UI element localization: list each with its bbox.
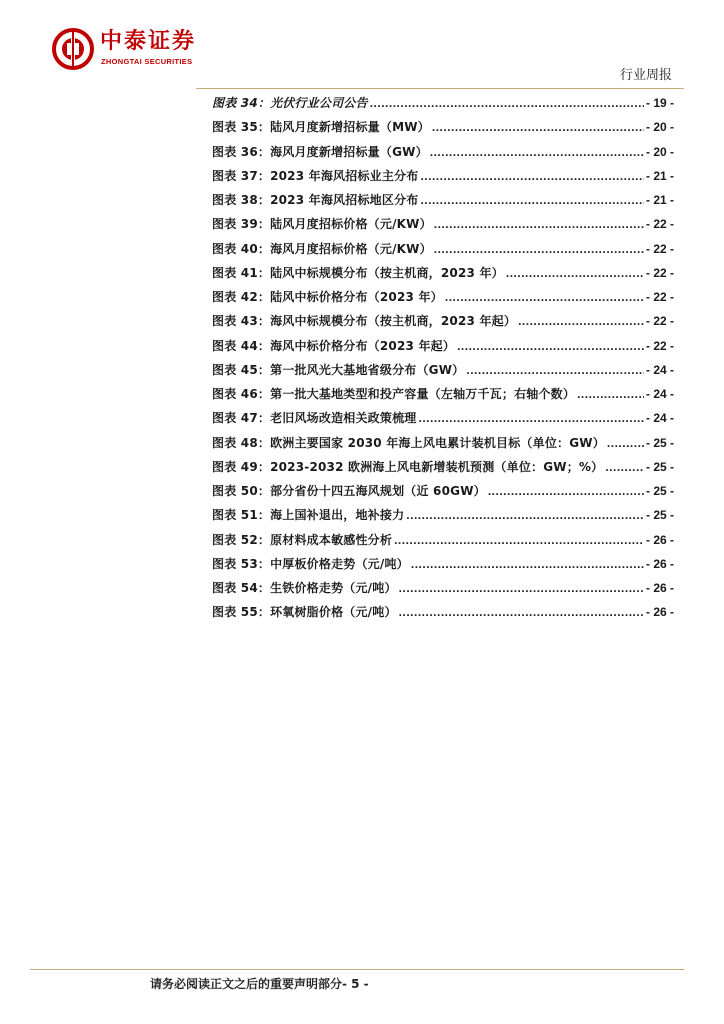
toc-leader-dots bbox=[430, 142, 644, 162]
toc-entry-title: 图表 39：陆风月度招标价格（元/KW） bbox=[212, 217, 432, 232]
toc-entry-title: 图表 44：海风中标价格分布（2023 年起） bbox=[212, 338, 456, 353]
toc-entry-page: - 19 - bbox=[645, 96, 674, 110]
toc-leader-dots bbox=[466, 360, 644, 380]
toc-entry-title: 图表 55：环氧树脂价格（元/吨） bbox=[212, 605, 397, 620]
toc-entry[interactable] bbox=[212, 602, 674, 626]
toc-leader-dots bbox=[607, 433, 644, 453]
toc-leader-dots bbox=[445, 287, 644, 307]
toc-entry[interactable] bbox=[212, 336, 674, 360]
toc-entry[interactable] bbox=[212, 263, 674, 287]
toc-entry[interactable] bbox=[212, 93, 674, 117]
toc-entry-page: - 26 - bbox=[645, 605, 674, 620]
toc-entry-page: - 24 - bbox=[645, 411, 674, 426]
toc-entry-page: - 21 - bbox=[645, 193, 674, 207]
toc-entry[interactable] bbox=[212, 481, 674, 505]
toc-leader-dots bbox=[418, 408, 644, 428]
toc-entry-title: 图表 53：中厚板价格走势（元/吨） bbox=[212, 556, 409, 571]
toc-entry-title: 图表 47：老旧风场改造相关政策梳理 bbox=[212, 411, 417, 426]
toc-entry-title: 图表 52：原材料成本敏感性分析 bbox=[212, 532, 393, 547]
toc-entry-page: - 22 - bbox=[645, 241, 674, 256]
toc-entry-title: 图表 49：2023-2032 欧洲海上风电新增装机预测（单位：GW；%） bbox=[212, 459, 604, 474]
toc-entry[interactable] bbox=[212, 190, 674, 214]
toc-leader-dots bbox=[394, 530, 644, 550]
footer-divider bbox=[30, 969, 684, 970]
toc-entry-page: - 26 - bbox=[645, 556, 674, 571]
toc-entry-title: 图表 45：第一批风光大基地省级分布（GW） bbox=[212, 362, 465, 377]
toc-entry-title: 图表 50：部分省份十四五海风规划（近 60GW） bbox=[212, 484, 486, 498]
toc-entry[interactable] bbox=[212, 457, 674, 481]
toc-entry-page: - 22 - bbox=[645, 314, 674, 329]
brand-name: 中泰证券 bbox=[100, 29, 197, 54]
toc-entry-page: - 26 - bbox=[645, 532, 674, 547]
toc-leader-dots bbox=[434, 214, 644, 234]
toc-entry-page: - 22 - bbox=[645, 290, 674, 304]
toc-entry[interactable] bbox=[212, 214, 674, 238]
toc-leader-dots bbox=[411, 554, 644, 574]
toc-entry-page: - 22 - bbox=[645, 217, 674, 232]
company-logo bbox=[52, 26, 222, 74]
toc-leader-dots bbox=[457, 336, 644, 356]
toc-entry[interactable] bbox=[212, 166, 674, 190]
toc-leader-dots bbox=[370, 93, 644, 113]
toc-entry-page: - 24 - bbox=[645, 387, 674, 401]
report-type-label: 行业周报 bbox=[619, 68, 672, 83]
toc-entry-title: 图表 38：2023 年海风招标地区分布 bbox=[212, 193, 419, 207]
toc-entry[interactable] bbox=[212, 117, 674, 141]
figure-list bbox=[212, 93, 674, 627]
toc-entry[interactable] bbox=[212, 311, 674, 335]
toc-entry[interactable] bbox=[212, 433, 674, 457]
toc-leader-dots bbox=[432, 117, 644, 137]
toc-entry-page: - 26 - bbox=[645, 581, 674, 595]
toc-entry-title: 图表 34：光伏行业公司公告 bbox=[212, 96, 368, 110]
toc-entry[interactable] bbox=[212, 360, 674, 384]
toc-entry[interactable] bbox=[212, 530, 674, 554]
toc-entry-title: 图表 51：海上国补退出，地补接力 bbox=[212, 508, 405, 523]
toc-entry-title: 图表 46：第一批大基地类型和投产容量（左轴万千瓦；右轴个数） bbox=[212, 387, 576, 401]
toc-entry-title: 图表 35：陆风月度新增招标量（MW） bbox=[212, 120, 430, 135]
toc-leader-dots bbox=[420, 166, 644, 186]
toc-entry-title: 图表 42：陆风中标价格分布（2023 年） bbox=[212, 290, 443, 304]
footer-disclaimer: 请务必阅读正文之后的重要声明部分- 5 - bbox=[150, 977, 369, 991]
toc-leader-dots bbox=[399, 578, 644, 598]
toc-entry[interactable] bbox=[212, 408, 674, 432]
toc-entry-page: - 25 - bbox=[645, 459, 674, 474]
toc-entry-title: 图表 48：欧洲主要国家 2030 年海上风电累计装机目标（单位：GW） bbox=[212, 435, 605, 450]
toc-leader-dots bbox=[518, 311, 644, 331]
toc-entry-title: 图表 37：2023 年海风招标业主分布 bbox=[212, 168, 419, 183]
toc-entry-title: 图表 36：海风月度新增招标量（GW） bbox=[212, 144, 428, 159]
toc-leader-dots bbox=[488, 481, 644, 501]
toc-entry[interactable] bbox=[212, 578, 674, 602]
toc-leader-dots bbox=[605, 457, 644, 477]
toc-leader-dots bbox=[577, 384, 644, 404]
toc-entry-title: 图表 40：海风月度招标价格（元/KW） bbox=[212, 241, 432, 256]
brand-subtitle: ZHONGTAI SECURITIES bbox=[101, 57, 193, 66]
toc-entry[interactable] bbox=[212, 554, 674, 578]
toc-entry-page: - 24 - bbox=[645, 362, 674, 377]
toc-entry-page: - 21 - bbox=[645, 168, 674, 183]
toc-entry[interactable] bbox=[212, 505, 674, 529]
toc-leader-dots bbox=[406, 505, 644, 525]
toc-entry-page: - 22 - bbox=[645, 338, 674, 353]
header-divider bbox=[196, 88, 684, 89]
toc-entry-page: - 25 - bbox=[645, 508, 674, 523]
toc-leader-dots bbox=[420, 190, 644, 210]
zhongtai-logo-icon bbox=[52, 28, 94, 70]
toc-leader-dots bbox=[506, 263, 644, 283]
toc-entry-page: - 22 - bbox=[645, 265, 674, 280]
toc-entry-title: 图表 54：生铁价格走势（元/吨） bbox=[212, 581, 397, 595]
toc-entry-page: - 20 - bbox=[645, 144, 674, 159]
toc-entry[interactable] bbox=[212, 287, 674, 311]
toc-entry[interactable] bbox=[212, 142, 674, 166]
toc-entry-page: - 25 - bbox=[645, 435, 674, 450]
toc-entry-title: 图表 41：陆风中标规模分布（按主机商，2023 年） bbox=[212, 265, 504, 280]
toc-entry-page: - 25 - bbox=[645, 484, 674, 498]
toc-entry[interactable] bbox=[212, 239, 674, 263]
toc-entry[interactable] bbox=[212, 384, 674, 408]
toc-entry-title: 图表 43：海风中标规模分布（按主机商，2023 年起） bbox=[212, 314, 517, 329]
toc-leader-dots bbox=[399, 602, 644, 622]
toc-entry-page: - 20 - bbox=[645, 120, 674, 135]
toc-leader-dots bbox=[434, 239, 644, 259]
